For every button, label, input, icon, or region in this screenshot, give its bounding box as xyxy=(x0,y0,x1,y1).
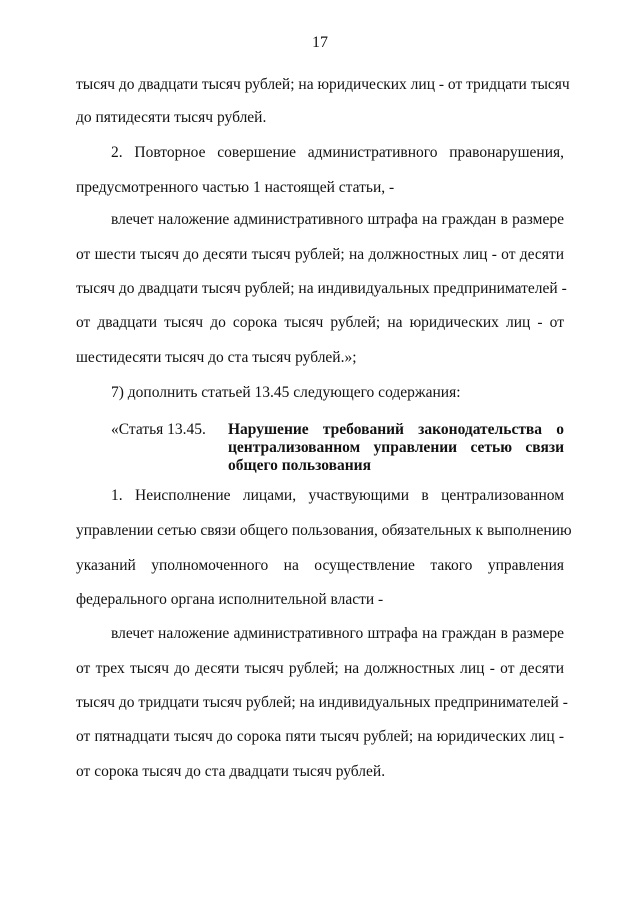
text-line: влечет наложение административного штрафа на граждан в размере xyxy=(111,625,564,642)
text-line: федерального органа исполнительной власти - xyxy=(76,591,384,608)
text-line: от трех тысяч до десяти тысяч рублей; на должностных лиц - от десяти xyxy=(76,660,564,677)
text-line: тысяч до двадцати тысяч рублей; на индивидуальных предпринимателей - xyxy=(76,280,567,297)
text-line: 7) дополнить статьей 13.45 следующего содержания: xyxy=(111,384,461,401)
text-line: тысяч до двадцати тысяч рублей; на юридических лиц - от тридцати тысяч xyxy=(76,76,570,93)
article-number: «Статья 13.45. xyxy=(111,421,206,438)
text-line: 2. Повторное совершение административного правонарушения, xyxy=(111,144,564,161)
text-line: 1. Неисполнение лицами, участвующими в централизованном xyxy=(111,487,564,504)
article-title-line: централизованном управлении сетью связи xyxy=(228,439,564,456)
text-line: указаний уполномоченного на осуществление такого управления xyxy=(76,557,564,574)
article-title-line: Нарушение требований законодательства о xyxy=(228,421,564,438)
page-number: 17 xyxy=(312,34,328,51)
text-line: шестидесяти тысяч до ста тысяч рублей.»; xyxy=(76,349,357,366)
article-title xyxy=(228,421,564,475)
text-line: до пятидесяти тысяч рублей. xyxy=(76,109,267,126)
text-line: предусмотренного частью 1 настоящей статьи, - xyxy=(76,179,395,196)
text-line: от двадцати тысяч до сорока тысяч рублей; на юридических лиц - от xyxy=(76,314,564,331)
text-line: от сорока тысяч до ста двадцати тысяч рублей. xyxy=(76,763,386,780)
text-line: влечет наложение административного штрафа на граждан в размере xyxy=(111,211,564,228)
text-line: от шести тысяч до десяти тысяч рублей; на должностных лиц - от десяти xyxy=(76,246,564,263)
article-title-line: общего пользования xyxy=(228,457,371,474)
text-line: от пятнадцати тысяч до сорока пяти тысяч рублей; на юридических лиц - xyxy=(76,728,564,745)
text-line: тысяч до тридцати тысяч рублей; на индивидуальных предпринимателей - xyxy=(76,694,568,711)
text-line: управлении сетью связи общего пользования, обязательных к выполнению xyxy=(76,522,572,539)
